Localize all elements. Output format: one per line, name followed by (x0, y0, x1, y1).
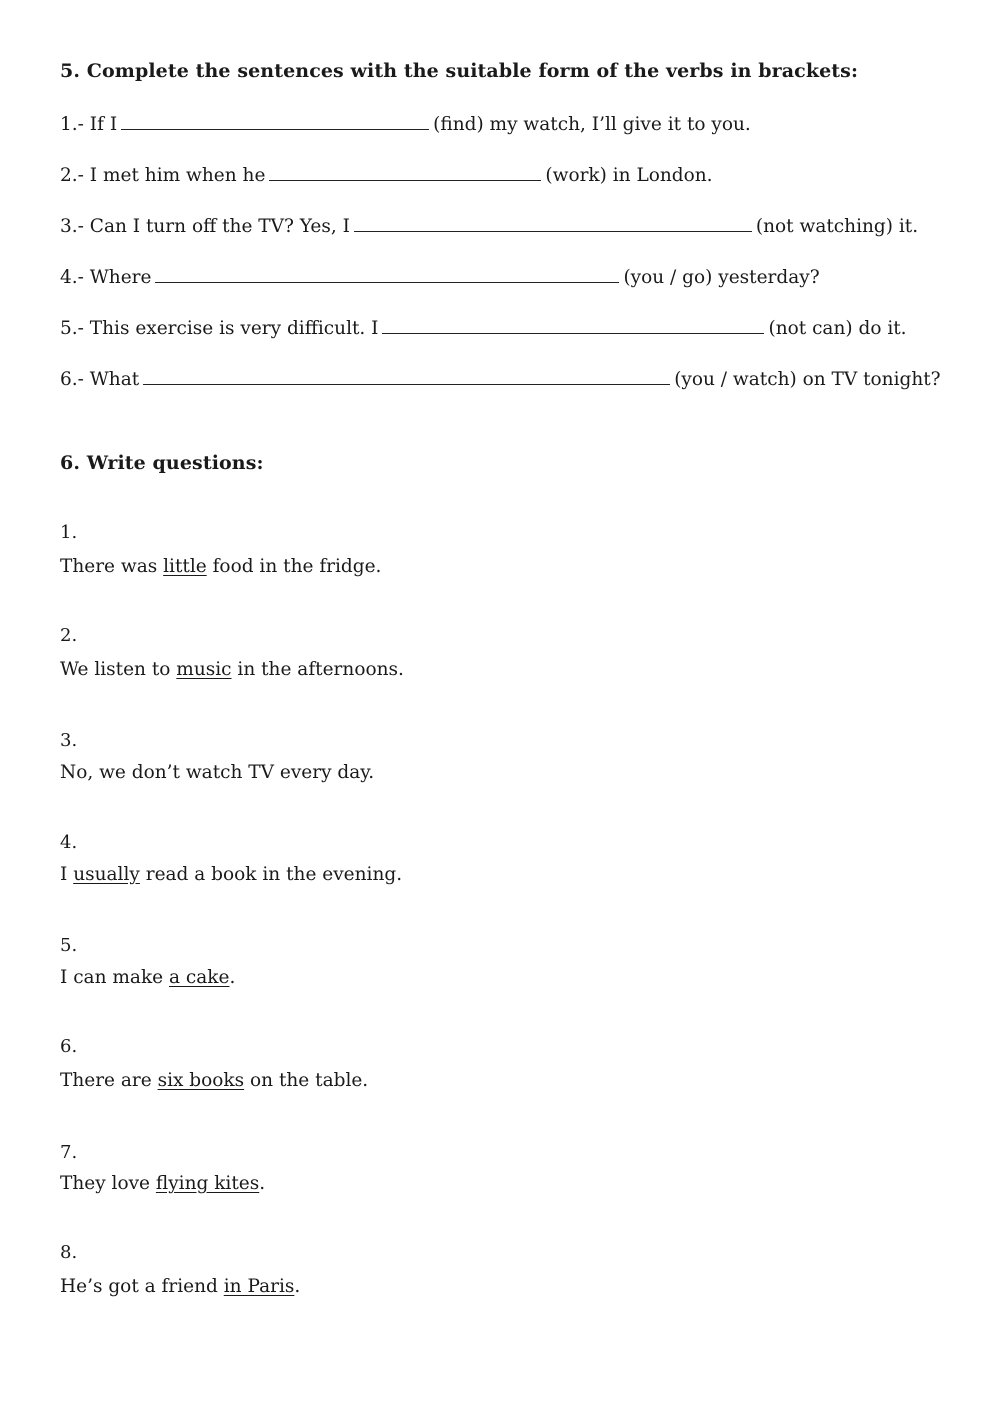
sentence-text: There was (60, 556, 164, 577)
underlined-word: in Paris (223, 1276, 295, 1297)
question-sentence-4 (60, 863, 402, 887)
sentence-text: He’s got a friend (60, 1276, 224, 1297)
answer-blank-1[interactable] (121, 111, 429, 130)
question-number-1: 1. (60, 522, 78, 543)
sentence-text: No, we don’t watch TV every day. (60, 762, 375, 783)
sentence-suffix: (you / watch) on TV tonight? (674, 369, 941, 390)
sentence-text: . (259, 1173, 266, 1194)
fill-sentence-5 (60, 315, 907, 341)
underlined-word: a cake (169, 967, 230, 988)
sentence-suffix: (you / go) yesterday? (623, 267, 820, 288)
question-sentence-7 (60, 1172, 265, 1196)
fill-sentence-4 (60, 264, 820, 290)
answer-blank-5[interactable] (382, 315, 764, 334)
underlined-word: flying kites (155, 1173, 260, 1194)
underlined-word: six books (157, 1070, 245, 1091)
sentence-text: There are (60, 1070, 158, 1091)
sentence-text: I (60, 864, 74, 885)
sentence-text: in the afternoons. (231, 659, 404, 680)
sentence-suffix: (find) my watch, I’ll give it to you. (433, 114, 751, 135)
question-number-2: 2. (60, 625, 78, 646)
answer-blank-3[interactable] (354, 213, 752, 232)
sentence-prefix: 1.- If I (60, 114, 118, 135)
sentence-text: . (294, 1276, 301, 1297)
question-number-7: 7. (60, 1142, 78, 1163)
question-number-8: 8. (60, 1242, 78, 1263)
question-sentence-3 (60, 761, 374, 785)
question-sentence-2 (60, 658, 404, 682)
sentence-prefix: 4.- Where (60, 267, 152, 288)
underlined-word: music (176, 659, 232, 680)
sentence-text: We listen to (60, 659, 177, 680)
sentence-text: read a book in the evening. (139, 864, 403, 885)
question-sentence-6 (60, 1069, 368, 1093)
sentence-text: on the table. (244, 1070, 369, 1091)
sentence-text: . (229, 967, 236, 988)
question-number-3: 3. (60, 730, 78, 751)
fill-sentence-2 (60, 162, 713, 188)
question-sentence-8 (60, 1275, 300, 1299)
sentence-suffix: (not can) do it. (768, 318, 907, 339)
question-sentence-1 (60, 555, 381, 579)
answer-blank-2[interactable] (269, 162, 541, 181)
question-number-5: 5. (60, 935, 78, 956)
sentence-prefix: 6.- What (60, 369, 140, 390)
sentence-text: They love (60, 1173, 156, 1194)
question-sentence-5 (60, 966, 235, 990)
fill-sentence-6 (60, 366, 941, 392)
underlined-word: little (163, 556, 207, 577)
underlined-word: usually (73, 864, 140, 885)
fill-sentence-3 (60, 213, 918, 239)
sentence-prefix: 2.- I met him when he (60, 165, 266, 186)
question-number-4: 4. (60, 832, 78, 853)
fill-sentence-1 (60, 111, 751, 137)
sentence-suffix: (work) in London. (545, 165, 713, 186)
sentence-text: food in the fridge. (206, 556, 382, 577)
sentence-text: I can make (60, 967, 169, 988)
sentence-prefix: 5.- This exercise is very difficult. I (60, 318, 379, 339)
question-number-6: 6. (60, 1036, 78, 1057)
sentence-prefix: 3.- Can I turn off the TV? Yes, I (60, 216, 350, 237)
section6-heading: 6. Write questions: (60, 452, 264, 474)
sentence-suffix: (not watching) it. (755, 216, 919, 237)
answer-blank-4[interactable] (155, 264, 619, 283)
section5-heading: 5. Complete the sentences with the suitable form of the verbs in brackets: (60, 60, 859, 82)
answer-blank-6[interactable] (143, 366, 670, 385)
